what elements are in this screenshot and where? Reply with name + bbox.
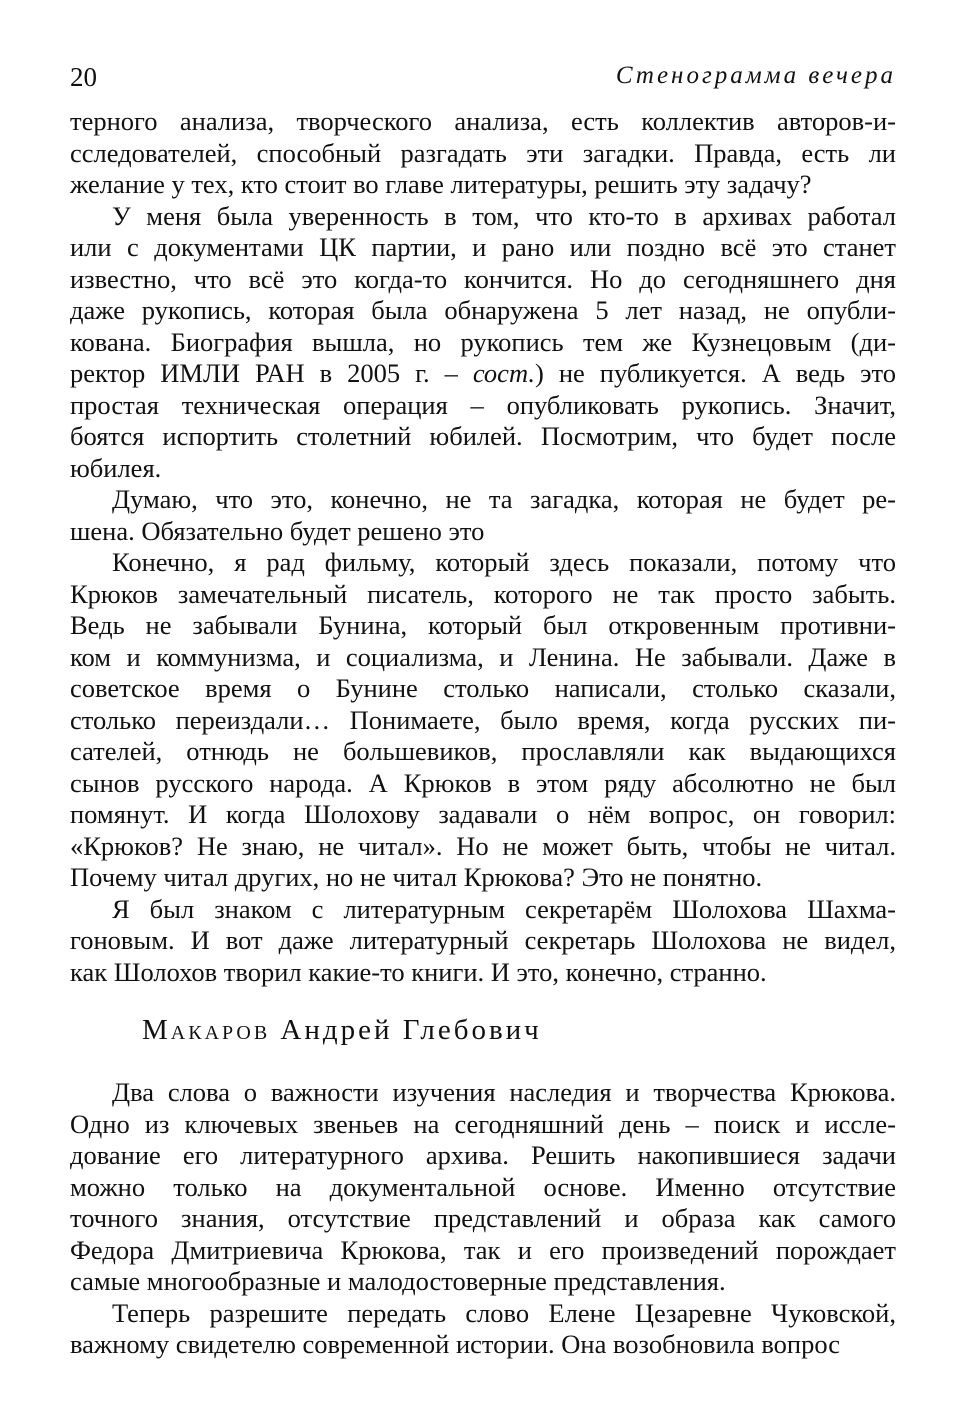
text-line: У меня была уверенность в том, что кто-то в архивах работал [112,200,896,231]
text-line: точного знания, отсутствие представлений и образа как самого [70,1203,896,1233]
text-line: боятся испортить столетний юбилей. Посмотрим, что будет после [70,421,896,451]
text-line: Думаю, что это, конечно, не та загадка, которая не будет ре- [112,484,896,514]
text-line: самые многообразные и малодостоверные представления. [70,1266,726,1296]
paragraphs-after-heading [70,1077,896,1361]
text-line: советское время о Бунине столько написали, столько сказали, [70,673,896,703]
text-line: шена. Обязательно будет решено это [70,515,485,546]
text-line: даже рукопись, которая была обнаружена 5 лет назад, не опубли- [70,295,896,325]
text-line: Я был знаком с литературным секретарём Шолохова Шахма- [112,893,896,924]
text-line: как Шолохов творил какие-то книги. И это, конечно, странно. [70,956,767,987]
text-line: столько переиздали… Понимаете, было время, когда русских пи- [70,704,896,735]
text-line: юбилея. [70,452,162,483]
paragraph [70,201,896,485]
paragraph [70,547,896,894]
paragraphs-before-heading [70,106,896,988]
paragraph [70,1298,896,1361]
text-line: терного анализа, творческого анализа, есть коллектив авторов-и- [70,106,896,136]
text-line: или с документами ЦК партии, и рано или поздно всё это станет [70,232,896,262]
text-line: сателей, отнюдь не большевиков, прославляли как выдающихся [70,736,896,766]
text-line: простая техническая операция – опубликовать рукопись. Значит, [70,389,896,420]
text-line: желание у тех, кто стоит во главе литературы, решить эту задачу? [70,169,812,199]
text-line: кована. Биография вышла, но рукопись тем же Кузнецовым (ди- [70,326,896,357]
text-line: Почему читал других, но не читал Крюкова? Это не понятно. [70,862,763,892]
text-line: Крюков замечательный писатель, которого не так просто забыть. [70,578,896,609]
text-line: сынов русского народа. А Крюков в этом ряду абсолютно не был [70,767,896,798]
paragraph [70,894,896,989]
speaker-heading [142,1014,896,1047]
text-line: Теперь разрешите передать слово Елене Цезаревне Чуковской, [112,1297,896,1328]
text-line: «Крюков? Не знаю, не читал». Но не может быть, чтобы не читал. [70,830,896,861]
paragraph [70,106,896,201]
text-line: важному свидетелю современной истории. Она возобновила вопрос [70,1329,841,1359]
text-line: Конечно, я рад фильму, который здесь показали, потому что [112,547,896,577]
text-line: гоновым. И вот даже литературный секретарь Шолохова не видел, [70,925,896,955]
running-head [70,62,896,96]
text-line: Одно из ключевых звеньев на сегодняшний день – поиск и иссле- [70,1108,896,1139]
text-line: ректор ИМЛИ РАН в 2005 г. – сост.) не публикуется. А ведь это [70,358,896,388]
text-line: сследователей, способный разгадать эти загадки. Правда, есть ли [70,137,896,168]
paragraph [70,1077,896,1298]
text-line: можно только на документальной основе. Именно отсутствие [70,1171,896,1202]
text-line: Ведь не забывали Бунина, который был откровенным противни- [70,610,896,640]
section-title: Стенограмма вечера [615,62,896,89]
text-line: помянут. И когда Шолохову задавали о нём вопрос, он говорил: [70,799,896,829]
text-line: ком и коммунизма, и социализма, и Ленина. Не забывали. Даже в [70,641,896,672]
text-line: дование его литературного архива. Решить накопившиеся задачи [70,1140,896,1170]
page-number: 20 [70,62,97,92]
speaker-surname: Макаров [142,1014,271,1046]
body-text [70,106,896,1361]
speaker-given-names: Андрей Глебович [280,1014,542,1046]
text-line: Два слова о важности изучения наследия и творчества Крюкова. [112,1077,896,1107]
text-line: Федора Дмитриевича Крюкова, так и его произведений порождает [70,1234,896,1265]
text-line: известно, что всё это когда-то кончится. Но до сегодняшнего дня [70,263,896,294]
paragraph [70,484,896,547]
italic-abbreviation: сост. [472,358,536,388]
